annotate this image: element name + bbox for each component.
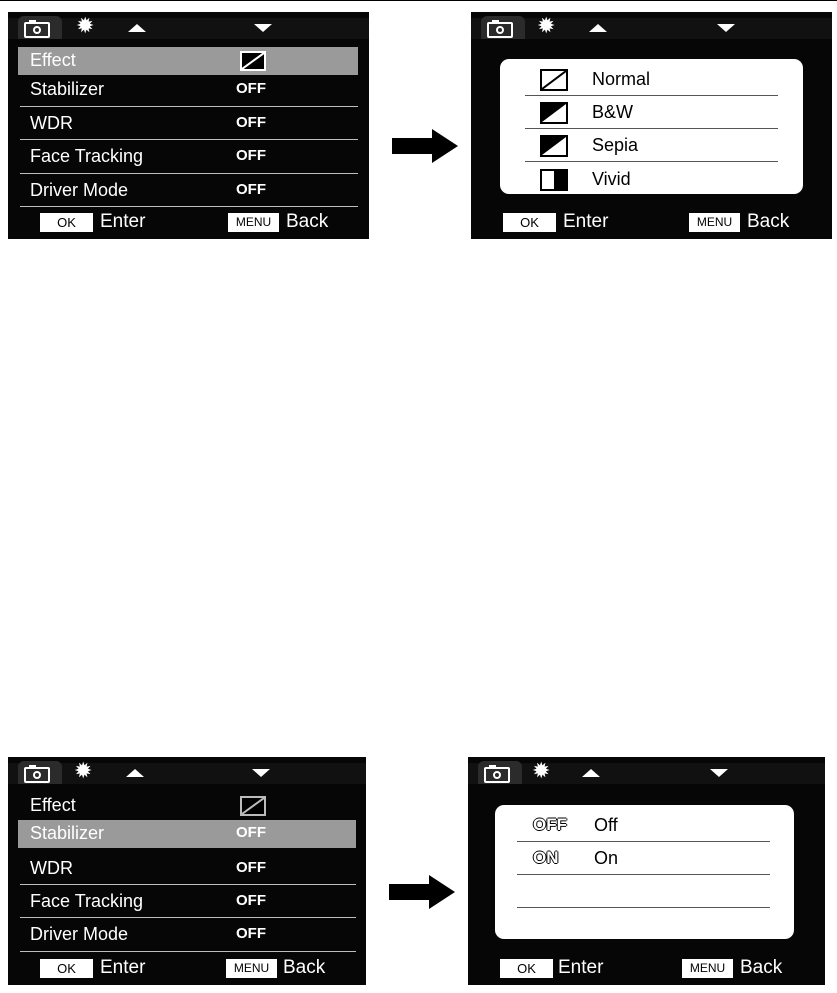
menu-item-effect[interactable] (18, 792, 356, 820)
menu-item-value: OFF (236, 824, 266, 841)
option-bw[interactable]: B&W (592, 102, 634, 122)
page-rule (0, 0, 837, 1)
ok-key[interactable]: OK (503, 213, 556, 232)
enter-label: Enter (563, 211, 609, 232)
divider (20, 173, 358, 174)
options-panel (495, 805, 794, 939)
off-icon: OFF (533, 815, 567, 834)
menu-item-wdr[interactable] (18, 855, 356, 883)
effect-normal-icon (240, 51, 266, 71)
divider (517, 907, 770, 908)
gear-icon[interactable]: ✹ (74, 758, 93, 783)
chevron-up-icon[interactable] (582, 769, 600, 777)
menu-key[interactable]: MENU (228, 213, 279, 232)
back-label: Back (740, 957, 783, 978)
ok-key[interactable]: OK (500, 959, 553, 978)
stabilizer-options-screen (468, 757, 825, 985)
divider (20, 206, 358, 207)
menu-item-value: OFF (236, 925, 266, 942)
camera-menu-screen-effect (8, 12, 369, 239)
divider (20, 917, 356, 918)
camera-icon (484, 767, 510, 783)
tab-bar (471, 12, 832, 39)
divider (525, 128, 778, 129)
divider (20, 106, 358, 107)
ok-key[interactable]: OK (40, 959, 93, 978)
camera-icon (24, 22, 50, 38)
menu-item-value: OFF (236, 114, 266, 131)
menu-key[interactable]: MENU (682, 959, 733, 978)
menu-item-effect[interactable] (18, 47, 358, 75)
menu-item-value: OFF (236, 147, 266, 164)
menu-item-value: OFF (236, 80, 266, 97)
menu-item-label: Stabilizer (30, 79, 105, 99)
back-label: Back (286, 211, 329, 232)
menu-item-driver-mode[interactable] (18, 177, 358, 205)
menu-item-value: OFF (236, 181, 266, 198)
gear-icon[interactable]: ✹ (537, 13, 556, 38)
option-on[interactable]: On (594, 848, 619, 868)
menu-item-label: Face Tracking (30, 146, 144, 166)
ok-key[interactable]: OK (40, 213, 93, 232)
back-label: Back (747, 211, 790, 232)
divider (20, 951, 356, 952)
menu-item-value: OFF (236, 859, 266, 876)
arrow-right-icon (389, 875, 455, 909)
menu-item-face-tracking[interactable] (18, 143, 358, 171)
menu-item-stabilizer[interactable] (18, 76, 358, 104)
menu-item-label: Face Tracking (30, 891, 144, 911)
option-sepia[interactable]: Sepia (592, 135, 639, 155)
menu-item-label: Driver Mode (30, 924, 129, 944)
menu-key[interactable]: MENU (689, 213, 740, 232)
camera-icon (487, 22, 513, 38)
menu-item-face-tracking[interactable] (18, 888, 356, 916)
effect-normal-icon (540, 69, 568, 91)
gear-icon[interactable]: ✹ (532, 758, 551, 783)
back-label: Back (283, 957, 326, 978)
option-vivid[interactable]: Vivid (592, 169, 631, 189)
effect-bw-icon (540, 102, 568, 124)
option-off[interactable]: Off (594, 815, 618, 835)
menu-item-label: Stabilizer (30, 823, 105, 843)
chevron-up-icon[interactable] (589, 24, 607, 32)
divider (517, 841, 770, 842)
chevron-down-icon[interactable] (710, 769, 728, 777)
camera-icon (24, 767, 50, 783)
enter-label: Enter (100, 211, 146, 232)
enter-label: Enter (558, 957, 604, 978)
divider (20, 139, 358, 140)
divider (525, 161, 778, 162)
tab-bar (468, 757, 825, 784)
menu-item-driver-mode[interactable] (18, 921, 356, 949)
effect-sepia-icon (540, 135, 568, 157)
menu-item-stabilizer[interactable] (18, 820, 356, 848)
effect-normal-icon (240, 796, 266, 816)
chevron-down-icon[interactable] (717, 24, 735, 32)
menu-key[interactable]: MENU (226, 959, 277, 978)
camera-menu-screen-stabilizer (8, 757, 366, 985)
on-icon: ON (533, 848, 559, 867)
menu-item-label: WDR (30, 113, 73, 133)
gear-icon[interactable]: ✹ (76, 13, 95, 38)
divider (517, 874, 770, 875)
effect-options-screen (471, 12, 832, 239)
arrow-right-icon (392, 129, 458, 163)
chevron-down-icon[interactable] (254, 24, 272, 32)
enter-label: Enter (100, 957, 146, 978)
divider (525, 95, 778, 96)
menu-item-label: WDR (30, 858, 73, 878)
menu-item-label: Driver Mode (30, 180, 129, 200)
effect-vivid-icon (540, 169, 568, 191)
menu-item-label: Effect (30, 795, 76, 815)
tab-bar (8, 12, 369, 39)
chevron-up-icon[interactable] (128, 24, 146, 32)
chevron-down-icon[interactable] (252, 769, 270, 777)
divider (20, 884, 356, 885)
menu-item-wdr[interactable] (18, 110, 358, 138)
options-panel (500, 59, 803, 194)
chevron-up-icon[interactable] (126, 769, 144, 777)
menu-item-label: Effect (30, 50, 76, 70)
option-normal[interactable]: Normal (592, 69, 651, 89)
tab-bar (8, 757, 366, 784)
menu-item-value: OFF (236, 892, 266, 909)
